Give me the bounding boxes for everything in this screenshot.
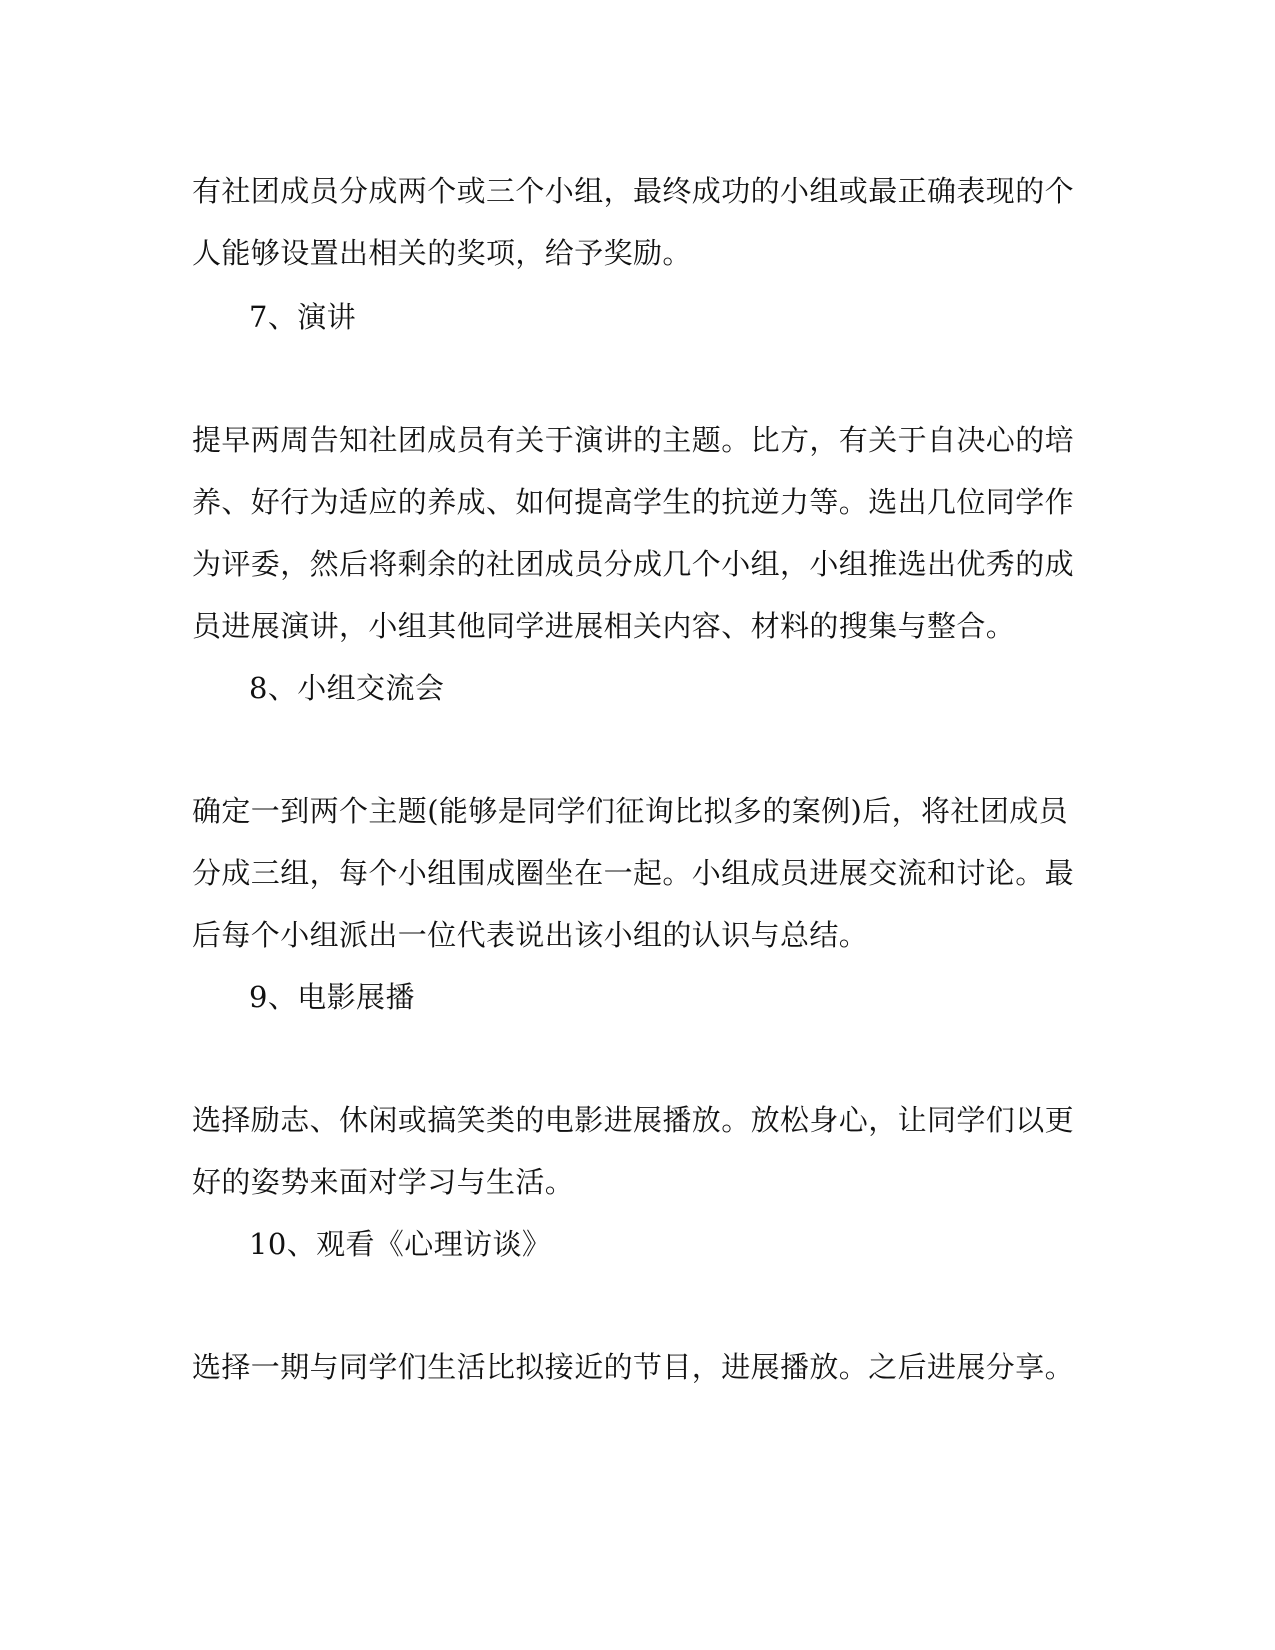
paragraph-line: 分成三组，每个小组围成圈坐在一起。小组成员进展交流和讨论。最 <box>192 856 1075 890</box>
paragraph-line: 后每个小组派出一位代表说出该小组的认识与总结。 <box>192 918 869 952</box>
paragraph-line: 人能够设置出相关的奖项，给予奖励。 <box>192 236 692 270</box>
paragraph-line: 好的姿势来面对学习与生活。 <box>192 1165 575 1199</box>
section-heading-10: 10、观看《心理访谈》 <box>249 1227 552 1261</box>
paragraph-line: 选择一期与同学们生活比拟接近的节目，进展播放。之后进展分享。 <box>192 1350 1075 1384</box>
paragraph-line: 确定一到两个主题(能够是同学们征询比拟多的案例)后，将社团成员 <box>192 794 1069 828</box>
section-heading-8: 8、小组交流会 <box>249 671 445 705</box>
paragraph-line: 提早两周告知社团成员有关于演讲的主题。比方，有关于自决心的培 <box>192 423 1075 457</box>
paragraph-line: 有社团成员分成两个或三个小组，最终成功的小组或最正确表现的个 <box>192 174 1075 208</box>
section-heading-7: 7、演讲 <box>249 300 357 334</box>
section-heading-9: 9、电影展播 <box>249 980 415 1014</box>
paragraph-line: 选择励志、休闲或搞笑类的电影进展播放。放松身心，让同学们以更 <box>192 1103 1075 1137</box>
paragraph-line: 员进展演讲，小组其他同学进展相关内容、材料的搜集与整合。 <box>192 609 1016 643</box>
paragraph-line: 为评委，然后将剩余的社团成员分成几个小组，小组推选出优秀的成 <box>192 547 1075 581</box>
paragraph-line: 养、好行为适应的养成、如何提高学生的抗逆力等。选出几位同学作 <box>192 485 1075 519</box>
